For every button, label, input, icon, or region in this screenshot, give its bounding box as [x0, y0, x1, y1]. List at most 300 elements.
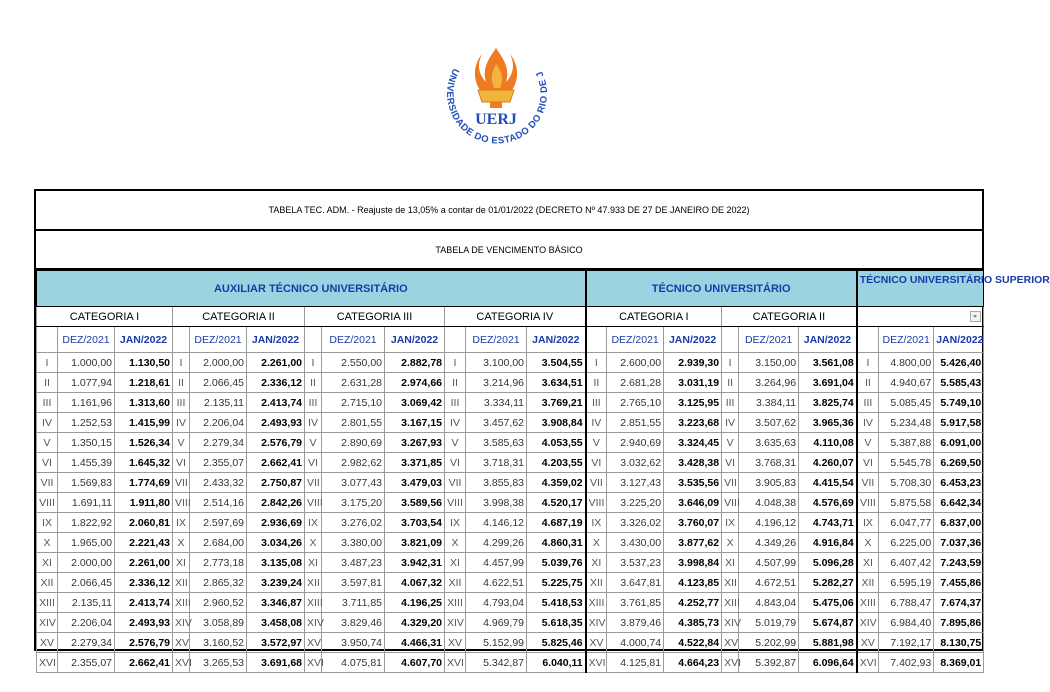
jan-value-cell: 2.882,78: [385, 353, 445, 373]
jan-value-cell: 3.998,84: [664, 553, 722, 573]
level-cell: V: [305, 433, 322, 453]
level-cell: XII: [305, 573, 322, 593]
dez-value-cell: 4.622,51: [466, 573, 527, 593]
jan-value-cell: 2.750,87: [247, 473, 305, 493]
header-dez-2021: DEZ/2021: [879, 327, 934, 353]
level-cell: XVI: [173, 653, 190, 673]
level-cell: XII: [857, 573, 879, 593]
dez-value-cell: 3.768,31: [739, 453, 799, 473]
category-tec-2: CATEGORIA II: [722, 307, 857, 327]
dez-value-cell: 3.718,31: [466, 453, 527, 473]
jan-value-cell: 1.130,50: [115, 353, 173, 373]
level-cell: II: [37, 373, 58, 393]
jan-value-cell: 3.458,08: [247, 613, 305, 633]
level-cell: IV: [586, 413, 607, 433]
dez-value-cell: 3.175,20: [322, 493, 385, 513]
table-row: [37, 373, 984, 393]
header-dez-2021: DEZ/2021: [190, 327, 247, 353]
level-cell: III: [173, 393, 190, 413]
table-row: [37, 493, 984, 513]
category-aux-1: CATEGORIA I: [37, 307, 173, 327]
dez-value-cell: 2.851,55: [607, 413, 664, 433]
jan-value-cell: 4.123,85: [664, 573, 722, 593]
dez-value-cell: 3.905,83: [739, 473, 799, 493]
jan-value-cell: 8.130,75: [934, 633, 984, 653]
level-cell: XV: [305, 633, 322, 653]
jan-value-cell: 4.415,54: [799, 473, 857, 493]
dez-value-cell: 6.788,47: [879, 593, 934, 613]
dez-value-cell: 5.392,87: [739, 653, 799, 673]
level-cell: I: [857, 353, 879, 373]
dez-value-cell: 3.160,52: [190, 633, 247, 653]
jan-value-cell: 3.965,36: [799, 413, 857, 433]
level-cell: I: [722, 353, 739, 373]
jan-value-cell: 2.974,66: [385, 373, 445, 393]
jan-value-cell: 7.674,37: [934, 593, 984, 613]
level-cell: IX: [586, 513, 607, 533]
dez-value-cell: 4.672,51: [739, 573, 799, 593]
level-cell: XIII: [586, 593, 607, 613]
level-cell: IX: [37, 513, 58, 533]
jan-value-cell: 4.860,31: [527, 533, 586, 553]
table-row: [37, 593, 984, 613]
level-cell: IX: [722, 513, 739, 533]
dez-value-cell: 3.829,46: [322, 613, 385, 633]
dez-value-cell: 3.264,96: [739, 373, 799, 393]
header-jan-2022: JAN/2022: [527, 327, 586, 353]
jan-value-cell: 3.561,08: [799, 353, 857, 373]
dez-value-cell: 1.161,96: [58, 393, 115, 413]
jan-value-cell: 3.479,03: [385, 473, 445, 493]
level-cell: XI: [305, 553, 322, 573]
dez-value-cell: 3.998,38: [466, 493, 527, 513]
jan-value-cell: 1.313,60: [115, 393, 173, 413]
level-cell: XIII: [722, 593, 739, 613]
group-tecnico: TÉCNICO UNIVERSITÁRIO: [586, 271, 857, 307]
dez-value-cell: 2.135,11: [58, 593, 115, 613]
dez-value-cell: 5.085,45: [879, 393, 934, 413]
jan-value-cell: 2.261,00: [247, 353, 305, 373]
level-cell: III: [37, 393, 58, 413]
jan-value-cell: 4.385,73: [664, 613, 722, 633]
level-cell: VII: [445, 473, 466, 493]
dez-value-cell: 2.773,18: [190, 553, 247, 573]
dez-value-cell: 5.708,30: [879, 473, 934, 493]
dez-value-cell: 1.000,00: [58, 353, 115, 373]
jan-value-cell: 4.607,70: [385, 653, 445, 673]
level-header-blank: [445, 327, 466, 353]
level-cell: VI: [857, 453, 879, 473]
dez-value-cell: 4.349,26: [739, 533, 799, 553]
jan-value-cell: 3.069,42: [385, 393, 445, 413]
level-cell: XI: [586, 553, 607, 573]
jan-value-cell: 3.267,93: [385, 433, 445, 453]
dez-value-cell: 3.950,74: [322, 633, 385, 653]
level-cell: VII: [173, 473, 190, 493]
jan-value-cell: 5.426,40: [934, 353, 984, 373]
level-cell: V: [37, 433, 58, 453]
jan-value-cell: 2.576,79: [247, 433, 305, 453]
dez-value-cell: 2.681,28: [607, 373, 664, 393]
table-row: [37, 393, 984, 413]
jan-value-cell: 7.037,36: [934, 533, 984, 553]
level-cell: I: [305, 353, 322, 373]
jan-value-cell: 4.664,23: [664, 653, 722, 673]
level-cell: XV: [586, 633, 607, 653]
level-header-blank: [305, 327, 322, 353]
jan-value-cell: 4.196,25: [385, 593, 445, 613]
dez-value-cell: 2.600,00: [607, 353, 664, 373]
dez-value-cell: 4.299,26: [466, 533, 527, 553]
jan-value-cell: 4.576,69: [799, 493, 857, 513]
level-cell: XIV: [722, 613, 739, 633]
level-cell: III: [445, 393, 466, 413]
header-jan-2022: JAN/2022: [247, 327, 305, 353]
dez-value-cell: 2.890,69: [322, 433, 385, 453]
dez-value-cell: 1.569,83: [58, 473, 115, 493]
dez-value-cell: 3.430,00: [607, 533, 664, 553]
jan-value-cell: 5.674,87: [799, 613, 857, 633]
dez-value-cell: 3.326,02: [607, 513, 664, 533]
jan-value-cell: 3.135,08: [247, 553, 305, 573]
jan-value-cell: 4.067,32: [385, 573, 445, 593]
jan-value-cell: 2.336,12: [115, 573, 173, 593]
level-cell: XVI: [445, 653, 466, 673]
dez-value-cell: 4.457,99: [466, 553, 527, 573]
jan-value-cell: 3.371,85: [385, 453, 445, 473]
jan-value-cell: 3.034,26: [247, 533, 305, 553]
dez-value-cell: 2.865,32: [190, 573, 247, 593]
level-cell: IV: [857, 413, 879, 433]
jan-value-cell: 1.774,69: [115, 473, 173, 493]
table-row: [37, 573, 984, 593]
level-cell: XI: [722, 553, 739, 573]
level-cell: IV: [173, 413, 190, 433]
level-cell: XVI: [586, 653, 607, 673]
level-cell: X: [722, 533, 739, 553]
jan-value-cell: 4.916,84: [799, 533, 857, 553]
level-cell: II: [305, 373, 322, 393]
jan-value-cell: 3.691,04: [799, 373, 857, 393]
dez-value-cell: 3.127,43: [607, 473, 664, 493]
dez-value-cell: 6.225,00: [879, 533, 934, 553]
jan-value-cell: 3.589,56: [385, 493, 445, 513]
level-cell: XV: [173, 633, 190, 653]
dez-value-cell: 7.402,93: [879, 653, 934, 673]
dez-value-cell: 3.855,83: [466, 473, 527, 493]
jan-value-cell: 2.336,12: [247, 373, 305, 393]
level-cell: VI: [445, 453, 466, 473]
header-jan-2022: JAN/2022: [799, 327, 857, 353]
level-cell: XV: [37, 633, 58, 653]
level-cell: II: [722, 373, 739, 393]
dez-value-cell: 2.433,32: [190, 473, 247, 493]
dez-value-cell: 3.537,23: [607, 553, 664, 573]
dez-value-cell: 3.384,11: [739, 393, 799, 413]
category-aux-3: CATEGORIA III: [305, 307, 445, 327]
jan-value-cell: 3.877,62: [664, 533, 722, 553]
dez-value-cell: 4.196,12: [739, 513, 799, 533]
jan-value-cell: 3.760,07: [664, 513, 722, 533]
level-cell: VIII: [305, 493, 322, 513]
level-cell: VIII: [173, 493, 190, 513]
dez-value-cell: 4.125,81: [607, 653, 664, 673]
table-row: [37, 613, 984, 633]
level-cell: XII: [722, 573, 739, 593]
level-cell: XIV: [37, 613, 58, 633]
jan-value-cell: 6.837,00: [934, 513, 984, 533]
jan-value-cell: 4.743,71: [799, 513, 857, 533]
level-cell: X: [586, 533, 607, 553]
jan-value-cell: 2.662,41: [247, 453, 305, 473]
level-cell: VI: [586, 453, 607, 473]
level-header-blank: [857, 327, 879, 353]
jan-value-cell: 2.842,26: [247, 493, 305, 513]
jan-value-cell: 6.040,11: [527, 653, 586, 673]
level-cell: II: [173, 373, 190, 393]
level-cell: III: [305, 393, 322, 413]
category-aux-2: CATEGORIA II: [173, 307, 305, 327]
jan-value-cell: 2.261,00: [115, 553, 173, 573]
category-sup-filter[interactable]: [857, 307, 984, 327]
jan-value-cell: 1.645,32: [115, 453, 173, 473]
header-jan-2022: JAN/2022: [115, 327, 173, 353]
jan-value-cell: 3.942,31: [385, 553, 445, 573]
jan-value-cell: 3.825,74: [799, 393, 857, 413]
dez-value-cell: 5.545,78: [879, 453, 934, 473]
dez-value-cell: 3.100,00: [466, 353, 527, 373]
dez-value-cell: 2.355,07: [58, 653, 115, 673]
dez-value-cell: 2.000,00: [190, 353, 247, 373]
dez-value-cell: 1.822,92: [58, 513, 115, 533]
dez-value-cell: 3.879,46: [607, 613, 664, 633]
level-cell: IX: [173, 513, 190, 533]
jan-value-cell: 3.703,54: [385, 513, 445, 533]
jan-value-cell: 5.825,46: [527, 633, 586, 653]
level-cell: VI: [37, 453, 58, 473]
jan-value-cell: 4.520,17: [527, 493, 586, 513]
level-cell: X: [305, 533, 322, 553]
dez-value-cell: 4.800,00: [879, 353, 934, 373]
dez-value-cell: 2.135,11: [190, 393, 247, 413]
jan-value-cell: 6.642,34: [934, 493, 984, 513]
level-cell: VII: [722, 473, 739, 493]
level-cell: XI: [37, 553, 58, 573]
level-cell: X: [857, 533, 879, 553]
level-cell: V: [445, 433, 466, 453]
dez-value-cell: 4.969,79: [466, 613, 527, 633]
dez-value-cell: 3.635,63: [739, 433, 799, 453]
level-cell: V: [173, 433, 190, 453]
jan-value-cell: 5.917,58: [934, 413, 984, 433]
jan-value-cell: 6.091,00: [934, 433, 984, 453]
jan-value-cell: 5.749,10: [934, 393, 984, 413]
dez-value-cell: 2.631,28: [322, 373, 385, 393]
level-cell: VII: [37, 473, 58, 493]
jan-value-cell: 4.359,02: [527, 473, 586, 493]
level-cell: I: [37, 353, 58, 373]
level-cell: VI: [722, 453, 739, 473]
jan-value-cell: 4.329,20: [385, 613, 445, 633]
dez-value-cell: 3.058,89: [190, 613, 247, 633]
level-cell: XII: [445, 573, 466, 593]
jan-value-cell: 3.239,24: [247, 573, 305, 593]
header-dez-2021: DEZ/2021: [322, 327, 385, 353]
header-dez-2021: DEZ/2021: [607, 327, 664, 353]
table-row: [37, 353, 984, 373]
dez-value-cell: 3.711,85: [322, 593, 385, 613]
dez-value-cell: 3.077,43: [322, 473, 385, 493]
jan-value-cell: 6.269,50: [934, 453, 984, 473]
dez-value-cell: 5.019,79: [739, 613, 799, 633]
jan-value-cell: 4.260,07: [799, 453, 857, 473]
jan-value-cell: 4.466,31: [385, 633, 445, 653]
level-cell: XIII: [445, 593, 466, 613]
logo-ring-text: UNIVERSIDADE DO ESTADO DO RIO DE J: [443, 66, 551, 147]
dez-value-cell: 3.214,96: [466, 373, 527, 393]
dez-value-cell: 3.334,11: [466, 393, 527, 413]
dez-value-cell: 2.066,45: [190, 373, 247, 393]
group-auxiliar: AUXILIAR TÉCNICO UNIVERSITÁRIO: [37, 271, 586, 307]
level-cell: IV: [445, 413, 466, 433]
dez-value-cell: 1.077,94: [58, 373, 115, 393]
dez-value-cell: 2.982,62: [322, 453, 385, 473]
level-cell: I: [445, 353, 466, 373]
dez-value-cell: 2.206,04: [190, 413, 247, 433]
level-cell: XI: [445, 553, 466, 573]
dez-value-cell: 4.793,04: [466, 593, 527, 613]
level-cell: X: [37, 533, 58, 553]
dez-value-cell: 2.355,07: [190, 453, 247, 473]
jan-value-cell: 6.453,23: [934, 473, 984, 493]
dez-value-cell: 6.984,40: [879, 613, 934, 633]
table-row: [37, 473, 984, 493]
jan-value-cell: 3.125,95: [664, 393, 722, 413]
level-cell: VII: [857, 473, 879, 493]
filter-dropdown-icon[interactable]: [970, 311, 981, 322]
level-cell: XV: [857, 633, 879, 653]
level-cell: II: [445, 373, 466, 393]
jan-value-cell: 1.526,34: [115, 433, 173, 453]
jan-value-cell: 1.415,99: [115, 413, 173, 433]
level-cell: XIV: [857, 613, 879, 633]
dez-value-cell: 3.457,62: [466, 413, 527, 433]
dez-value-cell: 5.234,48: [879, 413, 934, 433]
level-cell: XVI: [305, 653, 322, 673]
dez-value-cell: 2.715,10: [322, 393, 385, 413]
dez-value-cell: 4.146,12: [466, 513, 527, 533]
level-cell: VIII: [37, 493, 58, 513]
dez-value-cell: 1.455,39: [58, 453, 115, 473]
level-cell: III: [722, 393, 739, 413]
level-cell: XIV: [586, 613, 607, 633]
level-cell: XVI: [37, 653, 58, 673]
table-row: [37, 453, 984, 473]
jan-value-cell: 3.634,51: [527, 373, 586, 393]
jan-value-cell: 4.522,84: [664, 633, 722, 653]
jan-value-cell: 3.646,09: [664, 493, 722, 513]
jan-value-cell: 2.413,74: [247, 393, 305, 413]
table-row: [37, 513, 984, 533]
level-cell: XI: [857, 553, 879, 573]
header-dez-2021: DEZ/2021: [466, 327, 527, 353]
dez-value-cell: 2.279,34: [58, 633, 115, 653]
level-cell: III: [586, 393, 607, 413]
dez-value-cell: 3.507,62: [739, 413, 799, 433]
level-cell: I: [586, 353, 607, 373]
jan-value-cell: 3.504,55: [527, 353, 586, 373]
dez-value-cell: 4.843,04: [739, 593, 799, 613]
level-cell: I: [173, 353, 190, 373]
jan-value-cell: 2.060,81: [115, 513, 173, 533]
dez-value-cell: 3.150,00: [739, 353, 799, 373]
header-jan-2022: JAN/2022: [664, 327, 722, 353]
level-header-blank: [722, 327, 739, 353]
table-row: [37, 653, 984, 673]
level-cell: XII: [173, 573, 190, 593]
table-row: [37, 553, 984, 573]
level-cell: V: [857, 433, 879, 453]
dez-value-cell: 2.940,69: [607, 433, 664, 453]
jan-value-cell: 3.428,38: [664, 453, 722, 473]
table-subtitle: TABELA DE VENCIMENTO BÁSICO: [36, 231, 982, 270]
group-tecnico-superior: TÉCNICO UNIVERSITÁRIO SUPERIOR: [857, 271, 984, 307]
jan-value-cell: 3.346,87: [247, 593, 305, 613]
level-cell: IX: [445, 513, 466, 533]
level-cell: III: [857, 393, 879, 413]
jan-value-cell: 3.167,15: [385, 413, 445, 433]
table-row: [37, 433, 984, 453]
jan-value-cell: 3.821,09: [385, 533, 445, 553]
level-cell: IV: [37, 413, 58, 433]
level-header-blank: [586, 327, 607, 353]
category-tec-1: CATEGORIA I: [586, 307, 722, 327]
dez-value-cell: 2.206,04: [58, 613, 115, 633]
dez-value-cell: 7.192,17: [879, 633, 934, 653]
level-cell: XIV: [445, 613, 466, 633]
dez-value-cell: 2.066,45: [58, 573, 115, 593]
jan-value-cell: 5.585,43: [934, 373, 984, 393]
dez-value-cell: 5.875,58: [879, 493, 934, 513]
table-row: [37, 533, 984, 553]
jan-value-cell: 2.576,79: [115, 633, 173, 653]
salary-grid: [36, 270, 1050, 673]
level-cell: VIII: [586, 493, 607, 513]
jan-value-cell: 5.618,35: [527, 613, 586, 633]
level-cell: XV: [722, 633, 739, 653]
jan-value-cell: 3.691,68: [247, 653, 305, 673]
level-cell: IX: [305, 513, 322, 533]
level-cell: XI: [173, 553, 190, 573]
jan-value-cell: 5.418,53: [527, 593, 586, 613]
level-cell: XVI: [722, 653, 739, 673]
jan-value-cell: 3.223,68: [664, 413, 722, 433]
dez-value-cell: 2.765,10: [607, 393, 664, 413]
level-cell: VIII: [857, 493, 879, 513]
dez-value-cell: 3.380,00: [322, 533, 385, 553]
jan-value-cell: 5.282,27: [799, 573, 857, 593]
uerj-logo: [436, 38, 558, 166]
jan-value-cell: 3.031,19: [664, 373, 722, 393]
salary-table-frame: [34, 189, 1050, 669]
level-cell: XIV: [173, 613, 190, 633]
dez-value-cell: 2.514,16: [190, 493, 247, 513]
dez-value-cell: 2.801,55: [322, 413, 385, 433]
dez-value-cell: 3.265,53: [190, 653, 247, 673]
level-cell: XIII: [37, 593, 58, 613]
dez-value-cell: 3.276,02: [322, 513, 385, 533]
table-row: [37, 633, 984, 653]
